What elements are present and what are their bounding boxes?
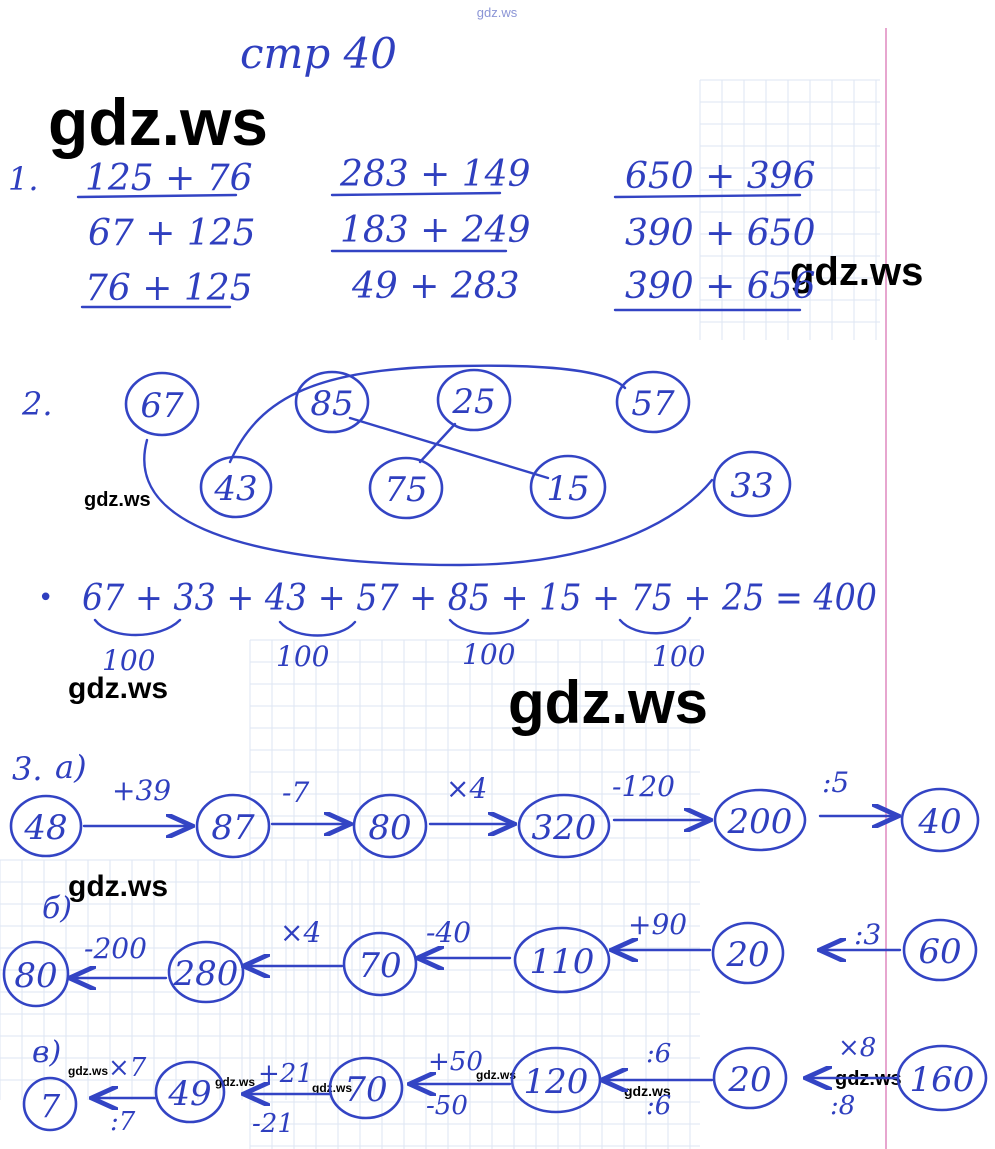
watermark: gdz.ws	[476, 1068, 517, 1082]
group-brace	[95, 620, 180, 635]
circle-number: 33	[730, 466, 774, 506]
operation: :6	[646, 1091, 672, 1121]
watermark: gdz.ws	[790, 250, 924, 294]
task-3a-chain	[11, 748, 978, 857]
expression: 650 + 396	[625, 156, 816, 197]
chain-value: 280	[173, 954, 239, 994]
group-brace	[450, 620, 528, 634]
watermark: gdz.ws	[835, 1068, 902, 1090]
chain-value: 160	[909, 1060, 975, 1100]
operation: +39	[112, 774, 172, 807]
expression: 125 + 76	[85, 158, 253, 199]
operation: ×4	[446, 772, 488, 805]
chain-value: 320	[531, 808, 597, 848]
circle-number: 57	[631, 384, 675, 424]
chain-value: 200	[727, 802, 793, 842]
expression: 390 + 650	[625, 213, 816, 254]
chain-value: 48	[24, 808, 68, 848]
expression: 76 + 125	[85, 268, 253, 309]
chain-value: 120	[523, 1062, 589, 1102]
bullet: •	[38, 583, 54, 613]
group-brace	[280, 622, 355, 636]
watermark: gdz.ws	[68, 870, 169, 903]
operation: :6	[646, 1039, 672, 1069]
expression: 390 + 656	[625, 266, 816, 307]
chain-value: 70	[358, 946, 402, 986]
expression: 49 + 283	[352, 266, 520, 307]
watermark: gdz.ws	[68, 1064, 109, 1078]
task-number: 3.	[12, 750, 43, 788]
operation: +50	[428, 1047, 483, 1077]
circle-number: 75	[384, 470, 428, 510]
sub-label: а)	[55, 748, 87, 786]
group-sum: 100	[102, 644, 156, 677]
sub-label: б)	[42, 891, 73, 926]
watermark: gdz.ws	[624, 1083, 671, 1099]
chain-value: 20	[728, 1060, 772, 1100]
chain-value: 20	[726, 935, 770, 975]
expression: 183 + 249	[340, 210, 531, 251]
watermark: gdz.ws	[508, 669, 709, 736]
operation: :5	[822, 766, 850, 799]
chain-value: 7	[39, 1087, 61, 1125]
chain-value: 60	[918, 932, 962, 972]
expression: 283 + 149	[340, 154, 531, 195]
circle-number: 67	[140, 386, 184, 426]
operation: ×8	[838, 1033, 877, 1063]
watermark: gdz.ws	[215, 1075, 256, 1089]
site-top-label: gdz.ws	[476, 5, 518, 20]
operation: -200	[84, 932, 147, 965]
task-1	[8, 154, 815, 310]
group-sum: 100	[276, 640, 330, 673]
task-number: 2.	[22, 385, 53, 423]
operation: :7	[110, 1107, 136, 1137]
operation: :8	[830, 1091, 856, 1121]
group-sum: 100	[462, 638, 516, 671]
circle-number: 85	[310, 384, 354, 424]
circle-number: 25	[452, 382, 496, 422]
watermark: gdz.ws	[48, 85, 269, 159]
chain-value: 80	[14, 956, 58, 996]
circle-number: 15	[546, 469, 590, 509]
chain-value: 87	[211, 808, 255, 848]
group-sum: 100	[652, 640, 706, 673]
operation: ×4	[280, 916, 322, 949]
operation: ×7	[108, 1053, 147, 1083]
operation: -40	[426, 916, 472, 949]
operation: +21	[258, 1059, 313, 1089]
operation: :3	[854, 918, 882, 951]
chain-value: 49	[168, 1074, 212, 1114]
page-number-label: стр 40	[240, 29, 398, 78]
operation: -50	[426, 1091, 468, 1121]
pair-link	[230, 366, 625, 462]
chain-value: 110	[529, 942, 595, 982]
operation: -120	[612, 770, 675, 803]
operation: -21	[252, 1109, 294, 1139]
chain-value: 40	[918, 802, 962, 842]
task-2	[21, 366, 877, 677]
task-number: 1.	[8, 160, 39, 198]
circle-number: 43	[214, 469, 258, 509]
watermark: gdz.ws	[68, 672, 169, 705]
watermark: gdz.ws	[312, 1081, 353, 1095]
expression: 67 + 125	[88, 213, 256, 254]
sum-expression: 67 + 33 + 43 + 57 + 85 + 15 + 75 + 25 = 400	[82, 578, 877, 619]
watermark: gdz.ws	[84, 489, 151, 511]
chain-value: 80	[368, 808, 412, 848]
sub-label: в)	[32, 1035, 62, 1070]
operation: +90	[628, 908, 688, 941]
pair-link	[420, 424, 455, 462]
group-brace	[620, 618, 690, 633]
operation: -7	[282, 776, 310, 809]
chain-value: 70	[344, 1070, 388, 1110]
